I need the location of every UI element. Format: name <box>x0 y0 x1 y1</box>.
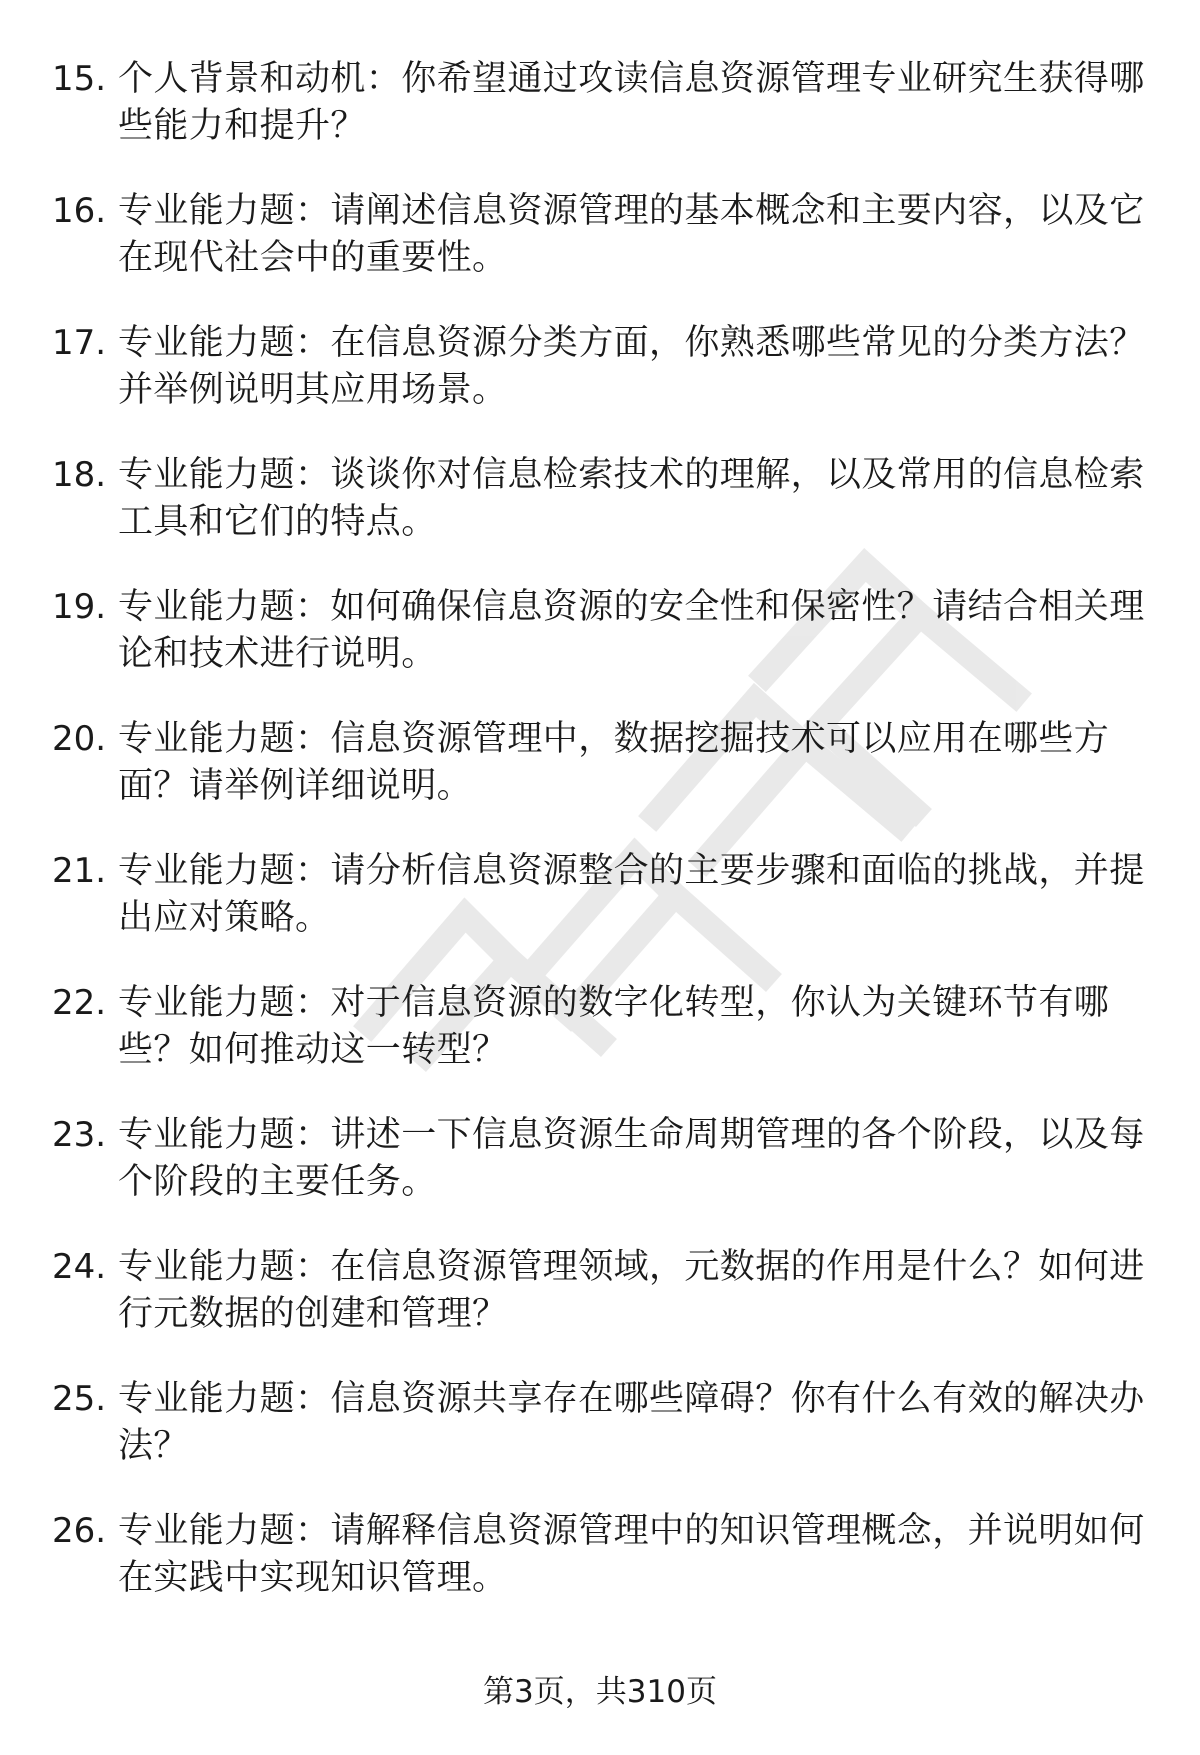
question-text: 专业能力题：请分析信息资源整合的主要步骤和面临的挑战，并提出应对策略。 <box>118 851 1145 938</box>
question-item <box>52 1244 1152 1376</box>
question-number: 18. <box>52 455 107 495</box>
question-number: 17. <box>52 323 107 363</box>
question-text: 专业能力题：信息资源管理中，数据挖掘技术可以应用在哪些方面？请举例详细说明。 <box>118 719 1110 806</box>
question-text: 专业能力题：谈谈你对信息检索技术的理解，以及常用的信息检索工具和它们的特点。 <box>118 455 1145 542</box>
question-number: 20. <box>52 719 107 759</box>
question-item <box>52 1508 1152 1640</box>
question-number: 24. <box>52 1247 107 1287</box>
question-number: 21. <box>52 851 107 891</box>
question-number: 22. <box>52 983 107 1023</box>
question-list <box>52 56 1152 1640</box>
question-text: 专业能力题：讲述一下信息资源生命周期管理的各个阶段，以及每个阶段的主要任务。 <box>118 1115 1145 1202</box>
question-number: 23. <box>52 1115 107 1155</box>
question-item <box>52 1112 1152 1244</box>
question-item <box>52 56 1152 188</box>
question-item <box>52 452 1152 584</box>
question-number: 19. <box>52 587 107 627</box>
question-item <box>52 320 1152 452</box>
question-text: 专业能力题：如何确保信息资源的安全性和保密性？请结合相关理论和技术进行说明。 <box>118 587 1145 674</box>
question-item <box>52 584 1152 716</box>
question-text: 个人背景和动机：你希望通过攻读信息资源管理专业研究生获得哪些能力和提升？ <box>118 59 1145 146</box>
question-item <box>52 848 1152 980</box>
question-text: 专业能力题：在信息资源管理领域，元数据的作用是什么？如何进行元数据的创建和管理？ <box>118 1247 1145 1334</box>
question-text: 专业能力题：在信息资源分类方面，你熟悉哪些常见的分类方法？并举例说明其应用场景。 <box>118 323 1145 410</box>
question-text: 专业能力题：信息资源共享存在哪些障碍？你有什么有效的解决办法？ <box>118 1379 1145 1466</box>
question-item <box>52 188 1152 320</box>
question-text: 专业能力题：请阐述信息资源管理的基本概念和主要内容，以及它在现代社会中的重要性。 <box>118 191 1145 278</box>
question-text: 专业能力题：请解释信息资源管理中的知识管理概念，并说明如何在实践中实现知识管理。 <box>118 1511 1145 1598</box>
question-number: 16. <box>52 191 107 231</box>
question-number: 15. <box>52 59 107 99</box>
question-item <box>52 716 1152 848</box>
question-number: 25. <box>52 1379 107 1419</box>
question-item <box>52 1376 1152 1508</box>
question-number: 26. <box>52 1511 107 1551</box>
page-number-footer: 第3页，共310页 <box>483 1674 717 1710</box>
question-item <box>52 980 1152 1112</box>
question-text: 专业能力题：对于信息资源的数字化转型，你认为关键环节有哪些？如何推动这一转型？ <box>118 983 1110 1070</box>
